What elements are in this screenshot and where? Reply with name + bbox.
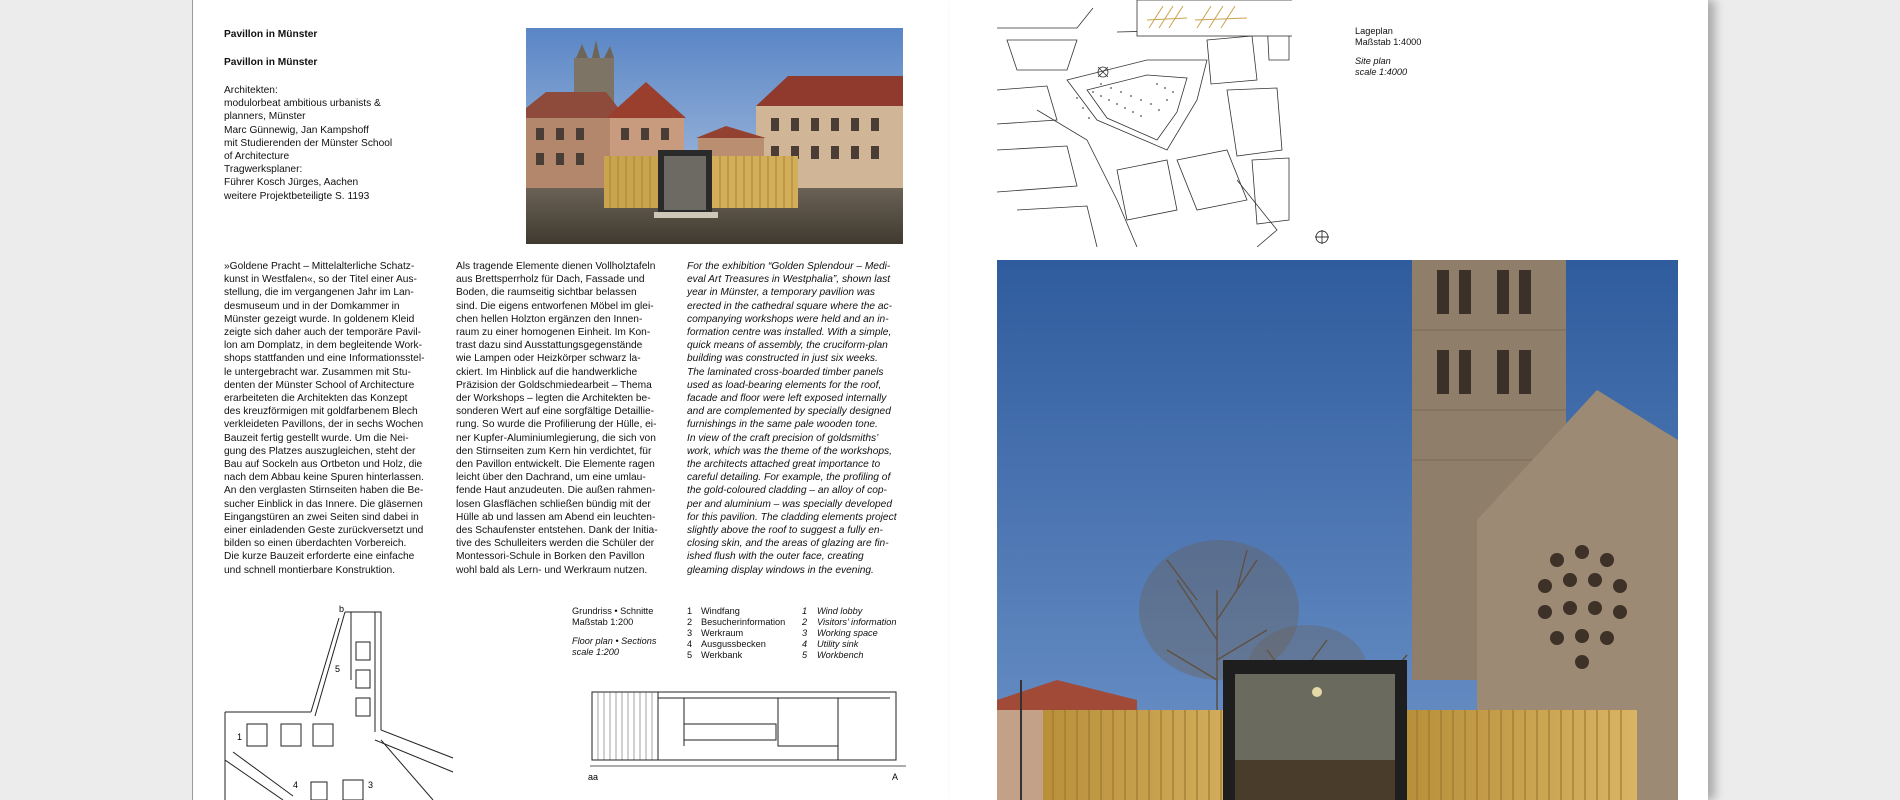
legend-numbers-en: 1 2 3 4 5 (802, 606, 808, 660)
body-text-column-1: »Goldene Pracht – Mittelalterliche Schatz- kunst in Westfalen«, so der Titel einer Aus- stellung, die im vergangenen Jahr im Lan- desmuseum und in der Domkammer in Münster gezeigt wurde. In goldenem Kleid zeigte sich daher auch der temporäre Pavil- lon am Domplatz, in dem begleitende Work- shops stattfanden und eine Informationsstel- le untergebracht war. Zusammen mit Stu- denten der Münster School of Architecture erarbeiteten die Architekten das Konzept des kreuzförmigen mit goldfarbenem Blech verkleideten Pavillons, der in sechs Wochen Bauzeit fertig gestellt wurde. Um die Nei- gung des Platzes auszugleichen, steht der Bau auf Sockeln aus Ortbeton und Holz, die nach dem Abbau keine Spuren hinterlassen. An den verglasten Stirnseiten haben die Be- sucher Einblick in das Innere. Die gläsernen Eingangstüren an zwei Seiten sind dabei in einer einladenden Geste zurückversetzt und bilden so einen überdachten Vorbereich. Die kurze Bauzeit erforderte eine einfache und schnell montierbare Konstruktion. (224, 261, 425, 576)
north-arrow (1314, 229, 1330, 245)
legend-labels-de: Windfang Besucherinformation Werkraum Ausgussbecken Werkbank (701, 606, 786, 660)
floor-plan-drawing (223, 600, 553, 800)
north-arrow-icon (1314, 229, 1330, 245)
pavilion-photo-square (526, 28, 903, 244)
project-credits: Architekten: modulorbeat ambitious urbanists & planners, Münster Marc Günnewig, Jan Kampshoff mit Studierenden der Münster School of Architecture Tragwerksplaner: Führer Kosch Jürges, Aachen weitere Projektbeteiligte S. 1193 (224, 85, 393, 202)
floor-plan-svg (223, 600, 553, 800)
floor-plan-caption-de: Grundriss • Schnitte Maßstab 1:200 (572, 606, 654, 627)
legend-labels-en: Wind lobby Visitors’ information Working space Utility sink Workbench (817, 606, 897, 660)
plan-label-5: 5 (335, 664, 341, 674)
site-plan-caption-de: Lageplan Maßstab 1:4000 (1355, 26, 1422, 47)
section-label-A: A (892, 772, 899, 782)
right-page (950, 0, 1708, 800)
floor-plan-caption-en: Floor plan • Sections scale 1:200 (572, 636, 657, 657)
pavilion-photo-square-image (526, 28, 903, 244)
article-title-en: Pavillon in Münster (224, 57, 318, 68)
left-page (192, 0, 951, 800)
site-plan-caption-en: Site plan scale 1:4000 (1355, 56, 1408, 77)
legend-numbers-de: 1 2 3 4 5 (687, 606, 693, 660)
section-drawing (588, 684, 918, 784)
site-plan-drawing (997, 0, 1292, 247)
body-text-column-2: Als tragende Elemente dienen Vollholztafeln aus Brettsperrholz für Dach, Fassade und Boden, die raumseitig sichtbar belassen sind. Die eigens entworfenen Möbel im glei- chen hellen Holzton ergänzen den Innen- raum zu einer homogenen Einheit. Im Kon- trast dazu sind Ausstattungsgegenstände wie Lampen oder Heizkörper schwarz la- ckiert. Im Hinblick auf die handwerkliche Präzision der Goldschmiedearbeit – Thema der Workshops – legten die Architekten be- sonderen Wert auf eine sorgfältige Detaillie- rung. So wurde die Profilierung der Hülle, ei- ner Kupfer-Aluminiumlegierung, die sich von den Stirnseiten zum Kern hin verdichtet, für den Pavillon entwickelt. Die Elemente ragen leicht über den Dachrand, um eine umlau- fende Haut anzudeuten. Die außen rahmen- losen Glasflächen schließen bündig mit der Hülle ab und lassen am Abend ein leuchten- des Schaufenster entstehen. Dank der Initia- tive des Schulleiters werden die Schüler der Montessori-Schule in Borken den Pavillon wohl bald als Lern- und Werkraum nutzen. (456, 261, 658, 576)
plan-label-1: 1 (237, 732, 243, 742)
section-label-aa: aa (588, 772, 599, 782)
section-svg (588, 684, 918, 784)
pavilion-photo-cathedral (997, 260, 1678, 800)
article-title-de: Pavillon in Münster (224, 29, 318, 40)
body-text-column-3-english: For the exhibition “Golden Splendour – Medi- eval Art Treasures in Westphalia”, shown last year in Münster, a temporary pavilion was erected in the cathedral square where the ac- companying workshops were held and an in- formation centre was installed. With a simple, quick means of assembly, the cruciform-plan building was constructed in just six weeks. The laminated cross-boarded timber panels used as load-bearing elements for the roof, facade and floor were left exposed internally and are complemented by specially designed furnishings in the same pale wooden tone. In view of the craft precision of goldsmiths’ work, which was the theme of the workshops, the architects attached great importance to careful detailing. For example, the profiling of the gold-coloured cladding – an alloy of cop- per and aluminium – was specially developed for this pavilion. The cladding elements project slightly above the roof to suggest a fully en- closing skin, and the areas of glazing are fin- ished flush with the outer face, creating gleaming display windows in the evening. (687, 261, 897, 576)
site-plan-svg (997, 0, 1292, 247)
pavilion-photo-cathedral-image (997, 260, 1678, 800)
plan-label-4: 4 (293, 780, 299, 790)
plan-label-b: b (339, 604, 345, 614)
plan-label-3: 3 (368, 780, 374, 790)
